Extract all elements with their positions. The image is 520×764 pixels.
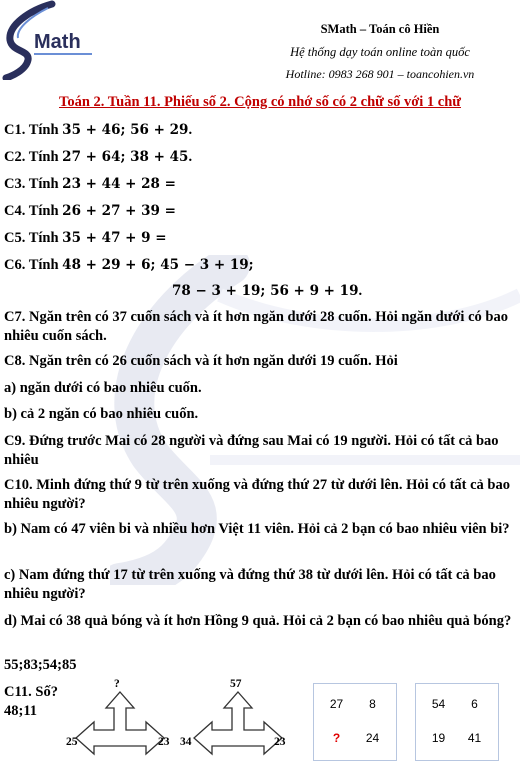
grid1-cell-d: 24 [365, 731, 380, 745]
question-c10c: c) Nam đứng thứ 17 từ trên xuống và đứng thứ 38 từ dưới lên. Hỏi có tất cả bao nhiêu người? [4, 567, 496, 602]
tagline: Hệ thống dạy toán online toàn quốc [290, 45, 470, 59]
question-c8a: a) ngăn dưới có bao nhiêu cuốn. [4, 380, 202, 396]
arrow2-left-value: 34 [180, 736, 192, 748]
question-c10b: b) Nam có 47 viên bi và nhiều hơn Việt 11 viên. Hỏi cả 2 bạn có bao nhiêu viên bi? [4, 521, 510, 537]
answers-line-2: 48;11 [4, 703, 38, 719]
question-c8b: b) cả 2 ngăn có bao nhiêu cuốn. [4, 406, 199, 422]
question-c6-line2: 78 − 3 + 19; 56 + 9 + 19. [172, 283, 363, 299]
arrow2-right-value: 23 [274, 736, 286, 748]
question-c9: C9. Đứng trước Mai có 28 người và đứng sau Mai có 19 người. Hỏi có tất cả bao nhiêu [4, 433, 499, 468]
question-c6: C6. Tính 48 + 29 + 6; 45 − 3 + 19; [4, 257, 254, 273]
arrow-puzzle-1 [60, 678, 180, 764]
question-c2: C2. Tính 27 + 64; 38 + 45. [4, 149, 193, 165]
question-c11: C11. Số? [4, 684, 58, 700]
arrow1-top-value: ? [114, 678, 120, 690]
grid2-cell-c: 19 [431, 731, 446, 745]
hotline: Hotline: 0983 268 901 – toancohien.vn [285, 67, 475, 81]
arrow1-right-value: 23 [158, 736, 170, 748]
smath-logo [0, 0, 130, 80]
grid1-cell-c: ? [332, 731, 341, 745]
answers-line: 55;83;54;85 [4, 657, 77, 673]
arrow1-left-value: 25 [66, 736, 78, 748]
grid2-cell-a: 54 [431, 697, 446, 711]
grid2-cell-b: 6 [471, 697, 478, 711]
question-c3: C3. Tính 23 + 44 + 28 = [4, 176, 176, 192]
grid1-cell-a: 27 [329, 697, 344, 711]
number-grid-1 [313, 683, 397, 761]
question-c8: C8. Ngăn trên có 26 cuốn sách và ít hơn ngăn dưới 19 cuốn. Hỏi [4, 353, 398, 369]
logo-text: Math [34, 31, 81, 53]
question-c7: C7. Ngăn trên có 37 cuốn sách và ít hơn ngăn dưới 28 cuốn. Hỏi ngăn dưới có bao nhiêu cuốn sách. [4, 309, 508, 344]
arrow-puzzle-2 [184, 678, 304, 764]
question-c10: C10. Minh đứng thứ 9 từ trên xuống và đứng thứ 27 từ dưới lên. Hỏi có tất cả bao nhiêu người? [4, 477, 510, 512]
question-c4: C4. Tính 26 + 27 + 39 = [4, 203, 176, 219]
number-grid-2 [415, 683, 499, 761]
grid2-cell-d: 41 [467, 731, 482, 745]
question-c5: C5. Tính 35 + 47 + 9 = [4, 230, 167, 246]
question-c1: C1. Tính 35 + 46; 56 + 29. [4, 122, 193, 138]
worksheet-title: Toán 2. Tuần 11. Phiếu số 2. Cộng có nhớ số có 2 chữ số với 1 chữ [59, 94, 461, 110]
grid1-cell-b: 8 [369, 697, 376, 711]
brand-name: SMath – Toán cô Hiền [320, 22, 440, 36]
arrow2-top-value: 57 [230, 678, 242, 690]
question-c10d: d) Mai có 38 quả bóng và ít hơn Hồng 9 quả. Hỏi cả 2 bạn có bao nhiêu quả bóng? [4, 613, 512, 629]
